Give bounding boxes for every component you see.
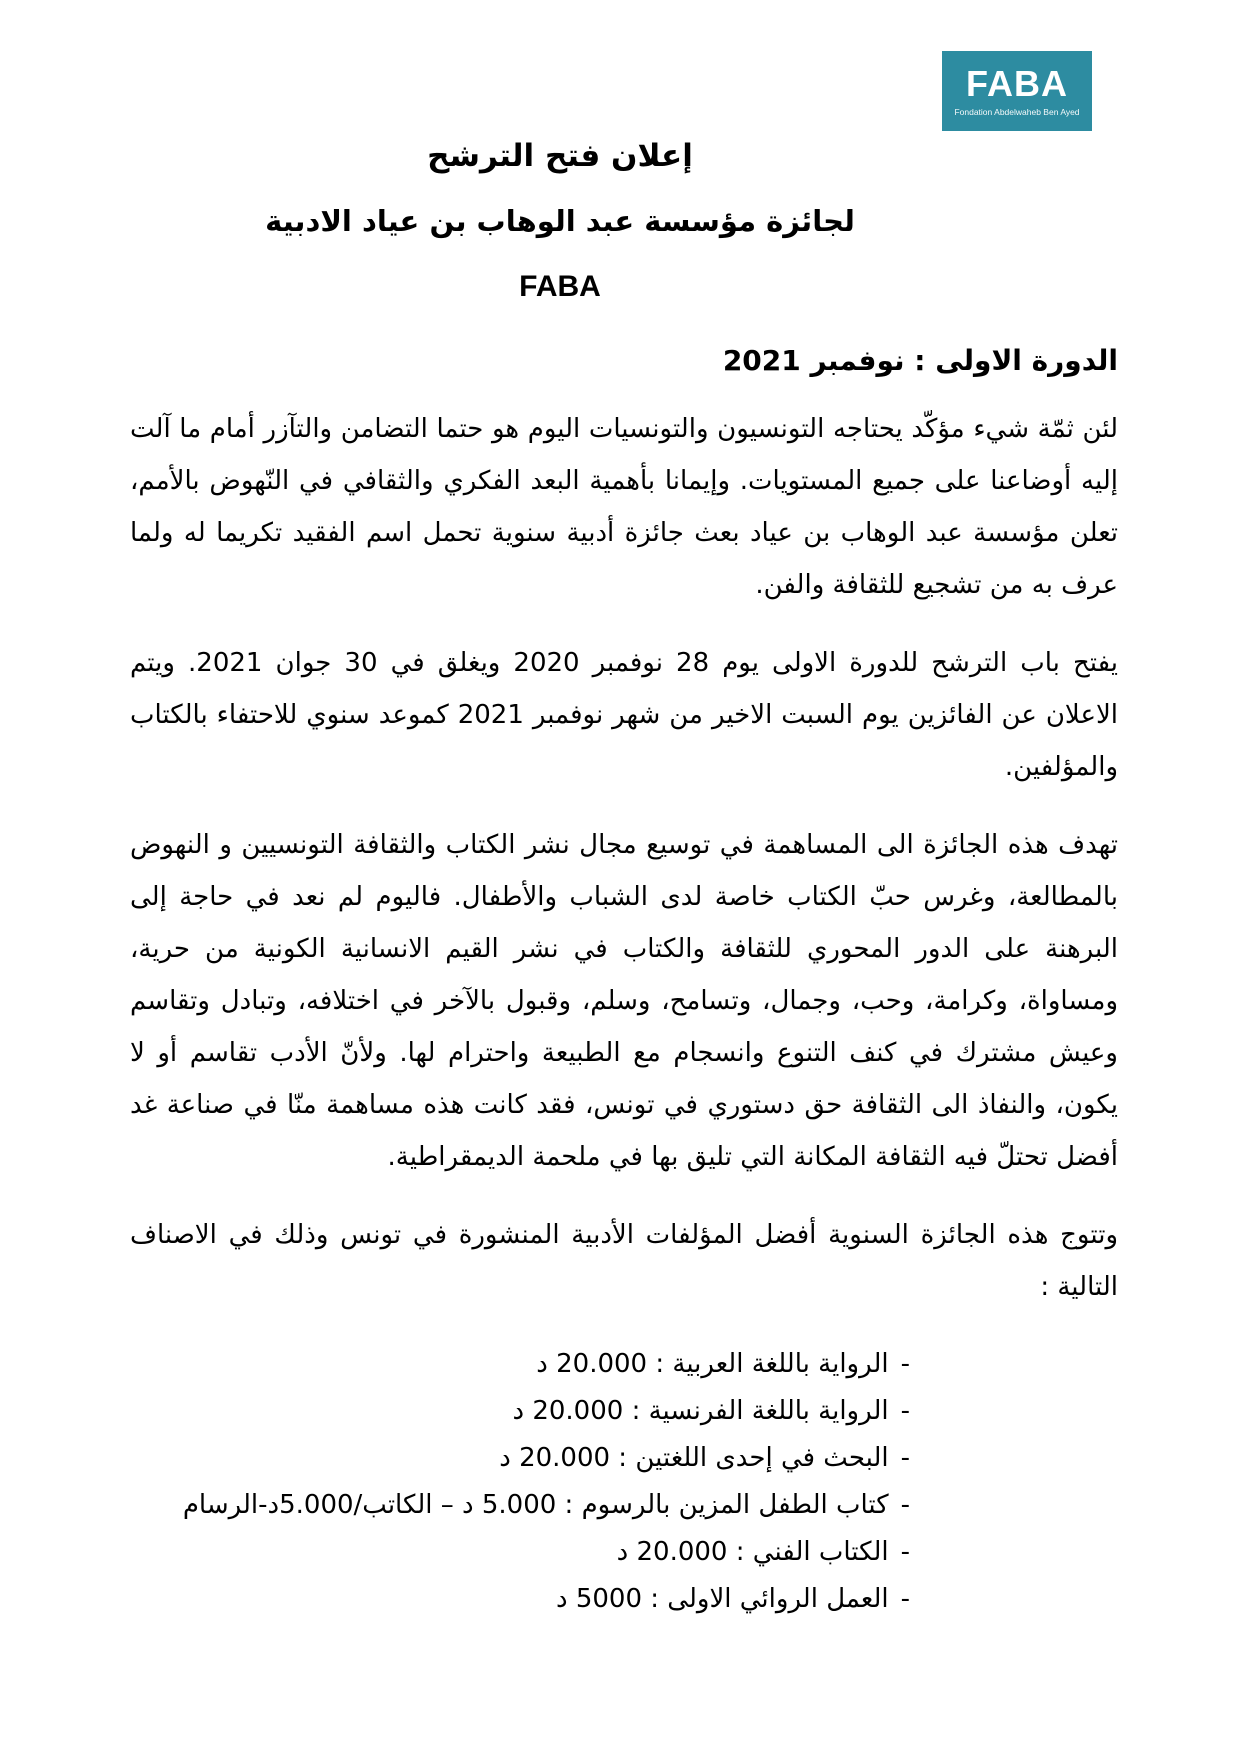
faba-logo-text: FABA [966, 62, 1068, 104]
prize-category-text: كتاب الطفل المزين بالرسوم : 5.000 د – الكاتب/5.000د-الرسام [182, 1490, 889, 1520]
paragraph-categories-intro: وتتوج هذه الجائزة السنوية أفضل المؤلفات الأدبية المنشورة في تونس وذلك في الاصناف التالية : [130, 1220, 1118, 1302]
list-dash: - [900, 1396, 910, 1426]
prize-category-art-book [130, 1529, 910, 1576]
document-body [130, 403, 1118, 1313]
paragraph-intro: لئن ثمّة شيء مؤكّد يحتاجه التونسيون والتونسيات اليوم هو حتما التضامن والتآزر أمام ما آلت إليه أوضاعنا على جميع المستويات. وإيمانا بأهمية البعد الفكري والثقافي في النّهوض بالأمم، تعلن مؤسسة عبد الوهاب بن عياد بعث جائزة أدبية سنوية تحمل اسم الفقيد تكريما له ولما عرف به من تشجيع للثقافة والفن. [130, 414, 1118, 600]
prize-category-children-book [130, 1482, 910, 1529]
prize-category-french-novel [130, 1388, 910, 1435]
list-dash: - [900, 1349, 910, 1379]
faba-logo [942, 51, 1092, 131]
prize-category-research [130, 1435, 910, 1482]
list-dash: - [900, 1443, 910, 1473]
list-dash: - [900, 1490, 910, 1520]
prize-category-text: الكتاب الفني : 20.000 د [616, 1537, 889, 1567]
session-heading: الدورة الاولى : نوفمبر 2021 [722, 344, 1118, 377]
prize-category-text: البحث في إحدى اللغتين : 20.000 د [499, 1443, 889, 1473]
prize-category-arabic-novel [130, 1341, 910, 1388]
list-dash: - [900, 1537, 910, 1567]
page-subtitle: لجائزة مؤسسة عبد الوهاب بن عياد الادبية [265, 204, 855, 238]
prize-category-list [130, 1341, 1118, 1623]
document-header [130, 0, 990, 304]
paragraph-goals: تهدف هذه الجائزة الى المساهمة في توسيع مجال نشر الكتاب والثقافة التونسيين و النهوض بالمطالعة، وغرس حبّ الكتاب خاصة لدى الشباب والأطفال. فاليوم لم نعد في حاجة إلى البرهنة على الدور المحوري للثقافة والكتاب في نشر القيم الانسانية الكونية من حرية، ومساواة، وكرامة، وحب، وجمال، وتسامح، وسلم، وقبول بالآخر في اختلافه، وتبادل وتقاسم وعيش مشترك في كنف التنوع وانسجام مع الطبيعة واحترام لها. ولأنّ الأدب تقاسم أو لا يكون، والنفاذ الى الثقافة حق دستوري في تونس، فقد كانت هذه مساهمة منّا في صناعة غد أفضل تحتلّ فيه الثقافة المكانة التي تليق بها في ملحمة الديمقراطية. [130, 830, 1118, 1172]
prize-category-text: الرواية باللغة الفرنسية : 20.000 د [512, 1396, 889, 1426]
page-title: إعلان فتح الترشح [427, 138, 693, 174]
prize-category-text: الرواية باللغة العربية : 20.000 د [536, 1349, 889, 1379]
prize-category-text: العمل الروائي الاولى : 5000 د [555, 1584, 889, 1614]
list-dash: - [900, 1584, 910, 1614]
faba-logo-subtext: Fondation Abdelwaheb Ben Ayed [954, 106, 1080, 117]
prize-category-first-novel [130, 1576, 910, 1623]
paragraph-dates: يفتح باب الترشح للدورة الاولى يوم 28 نوفمبر 2020 ويغلق في 30 جوان 2021. ويتم الاعلان عن الفائزين يوم السبت الاخير من شهر نوفمبر 2021 كموعد سنوي للاحتفاء بالكتاب والمؤلفين. [130, 648, 1119, 782]
org-acronym: FABA [519, 270, 601, 303]
